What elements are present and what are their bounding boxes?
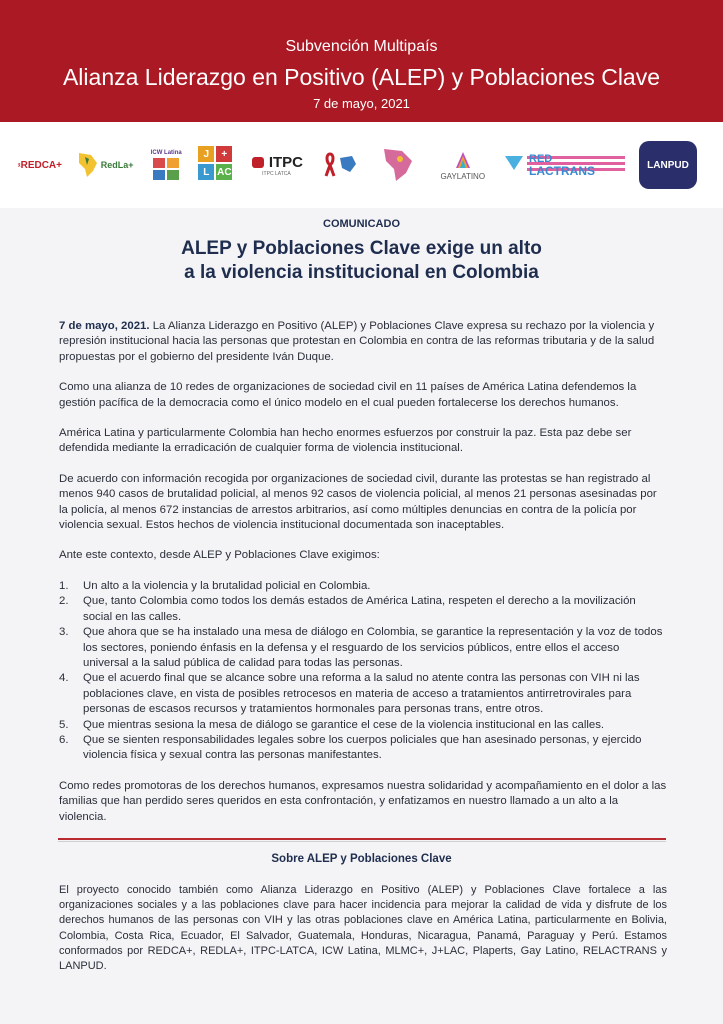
relactrans-logo <box>503 150 627 180</box>
relactrans-logo-text-top: RED <box>528 153 553 165</box>
itpc-logo <box>246 144 306 186</box>
header-banner <box>0 0 723 122</box>
redla-logo-text: RedLa+ <box>100 160 134 170</box>
gaylatino-logo <box>435 145 491 185</box>
demand-item <box>59 718 667 733</box>
demand-text: Que el acuerdo final que se alcance sobre una reforma a la salud no atente contra las personas con VIH ni las poblaciones clave, en vista de posibles retrocesos en materia de acceso a tratamientos antirretrovirales para personas de escasos recursos y tratamientos hormonales para personas trans, entre otros. <box>83 672 640 716</box>
paragraph-demands-intro: Ante este contexto, desde ALEP y Poblaciones Clave exigimos: <box>59 549 380 562</box>
intro-text: La Alianza Liderazgo en Positivo (ALEP) y Poblaciones Clave expresa su rechazo por la violencia y represión institucional hacia las personas que protestan en Colombia en contra de las reformas tributaria y de la salud propuestas por el gobierno del presidente Iván Duque. <box>59 320 655 363</box>
demand-text: Un alto a la violencia y la brutalidad policial en Colombia. <box>83 579 371 592</box>
about-text: El proyecto conocido también como Alianza Liderazgo en Positivo (ALEP) y Poblaciones Clave fortalece a las organizaciones sociales y a las poblaciones clave para hacer incidencia para mejorar la calidad de vida y disfrute de los derechos humanos de las personas con VIH y las otras poblaciones clave en América Latina, particularmente en Bolivia, Colombia, Costa Rica, Ecuador, El Salvador, Guatemala, Honduras, Nicaragua, Panamá, Paraguay y Perú. Estamos conformados por REDCA+, REDLA+, ITPC-LATCA, ICW Latina, MLMC+, J+LAC, Plaperts, Gay Latino, RELACTRANS y LANPUD. <box>59 884 667 973</box>
demands-list <box>59 579 667 764</box>
paragraph-intro <box>59 319 667 365</box>
demand-number: 5. <box>59 718 69 731</box>
paragraph-alliance: Como una alianza de 10 redes de organizaciones de sociedad civil en 11 países de América Latina defendemos la gestión pacífica de la democracia como el único modelo en el cual pueden fortalecerse los derechos humanos. <box>59 381 637 409</box>
demand-number: 1. <box>59 579 69 592</box>
intro-date: 7 de mayo, 2021. <box>59 320 150 332</box>
jlac-logo-ac: AC <box>216 164 232 180</box>
fist-icon <box>250 154 266 170</box>
section-divider <box>58 838 666 842</box>
icw-logo <box>146 141 186 189</box>
demand-number: 6. <box>59 733 69 746</box>
partner-logos-strip <box>0 122 723 208</box>
demand-text: Que se sienten responsabilidades legales sobre los cuerpos policiales que han asesinado personas, y ejercido violencia física y sexual contra las personas manifestantes. <box>83 733 642 762</box>
header-title: Alianza Liderazgo en Positivo (ALEP) y Poblaciones Clave <box>62 64 661 90</box>
plaperts-logo <box>375 143 423 187</box>
demand-number: 3. <box>59 626 69 639</box>
about-title: Sobre ALEP y Poblaciones Clave <box>271 853 452 865</box>
demand-number: 2. <box>59 595 69 608</box>
demand-text: Que mientras sesiona la mesa de diálogo se garantice el cese de la violencia institucional en las calles. <box>83 718 605 731</box>
gaylatino-emblem-icon <box>450 150 476 172</box>
mlmc-emblem-icon <box>322 150 360 180</box>
paragraph-closing: Como redes promotoras de los derechos humanos, expresamos nuestra solidaridad y acompañamiento en el dolor a las familias que han perdido seres queridos en esta confrontación, y enfatizamos en nuestro llamado a un alto a la violencia. <box>59 779 667 823</box>
itpc-logo-subtext: ITPC LATCA <box>262 170 291 177</box>
redla-logo <box>74 145 134 185</box>
lanpud-logo <box>639 141 697 189</box>
lanpud-logo-text: LANPUD <box>647 159 689 171</box>
demand-text: Que ahora que se ha instalado una mesa de diálogo en Colombia, se garantice la representación y la voz de todos los sectores, poniendo énfasis en la defensa y el resguardo de los servicios públicos, entre ellos el acceso universal a la salud pública de calidad para todas las personas. <box>83 626 663 669</box>
demand-item <box>59 671 667 717</box>
communique-title-line-1: ALEP y Poblaciones Clave exige un alto <box>181 238 542 259</box>
paragraph-peace: América Latina y particularmente Colombia han hecho enormes esfuerzos por construir la paz. Esta paz debe ser defendida mediante la erradicación de cualquier forma de violencia institucional. <box>59 427 632 455</box>
communique-body <box>59 319 667 840</box>
demand-item <box>59 594 667 625</box>
relactrans-logo-text-bottom: LACTRANS <box>528 164 595 178</box>
demand-number: 4. <box>59 672 69 685</box>
demand-text: Que, tanto Colombia como todos los demás estados de América Latina, respeten el derecho a la movilización social en las calles. <box>83 595 636 623</box>
gaylatino-logo-text: GAYLATINO <box>440 171 486 181</box>
map-icon <box>75 151 101 179</box>
header-date: 7 de mayo, 2021 <box>313 96 410 111</box>
icw-logo-text: ICW Latina <box>150 150 182 156</box>
header-supertitle: Subvención Multipaís <box>285 38 438 55</box>
communique-title-line-2: a la violencia institucional en Colombia <box>184 262 539 283</box>
redca-logo-text: REDCA+ <box>20 159 62 171</box>
jlac-logo <box>198 146 234 184</box>
redca-logo <box>18 145 62 185</box>
plaperts-map-icon <box>376 145 422 185</box>
demand-item <box>59 625 667 671</box>
communique-label: COMUNICADO <box>323 218 400 230</box>
demand-item <box>59 579 667 594</box>
paragraph-statistics: De acuerdo con información recogida por organizaciones de sociedad civil, durante las protestas se han registrado al menos 940 casos de brutalidad policial, al menos 92 casos de violencia policial, al menos 21 personas asesinadas por la policía, al menos 672 instancias de arrestos arbitrarios, así como múltiples denuncias en contra de la policía por violencia sexual. Estos hechos de violencia institucional documentada son inaceptables. <box>59 472 657 532</box>
icw-logo-grid <box>153 158 179 180</box>
relactrans-emblem <box>503 150 627 180</box>
itpc-logo-text: ITPC <box>268 153 304 171</box>
mlmc-logo <box>319 145 363 185</box>
jlac-logo-plus: + <box>216 146 232 162</box>
jlac-logo-l: L <box>198 164 214 180</box>
jlac-logo-j: J <box>198 146 214 162</box>
demand-item <box>59 733 667 764</box>
